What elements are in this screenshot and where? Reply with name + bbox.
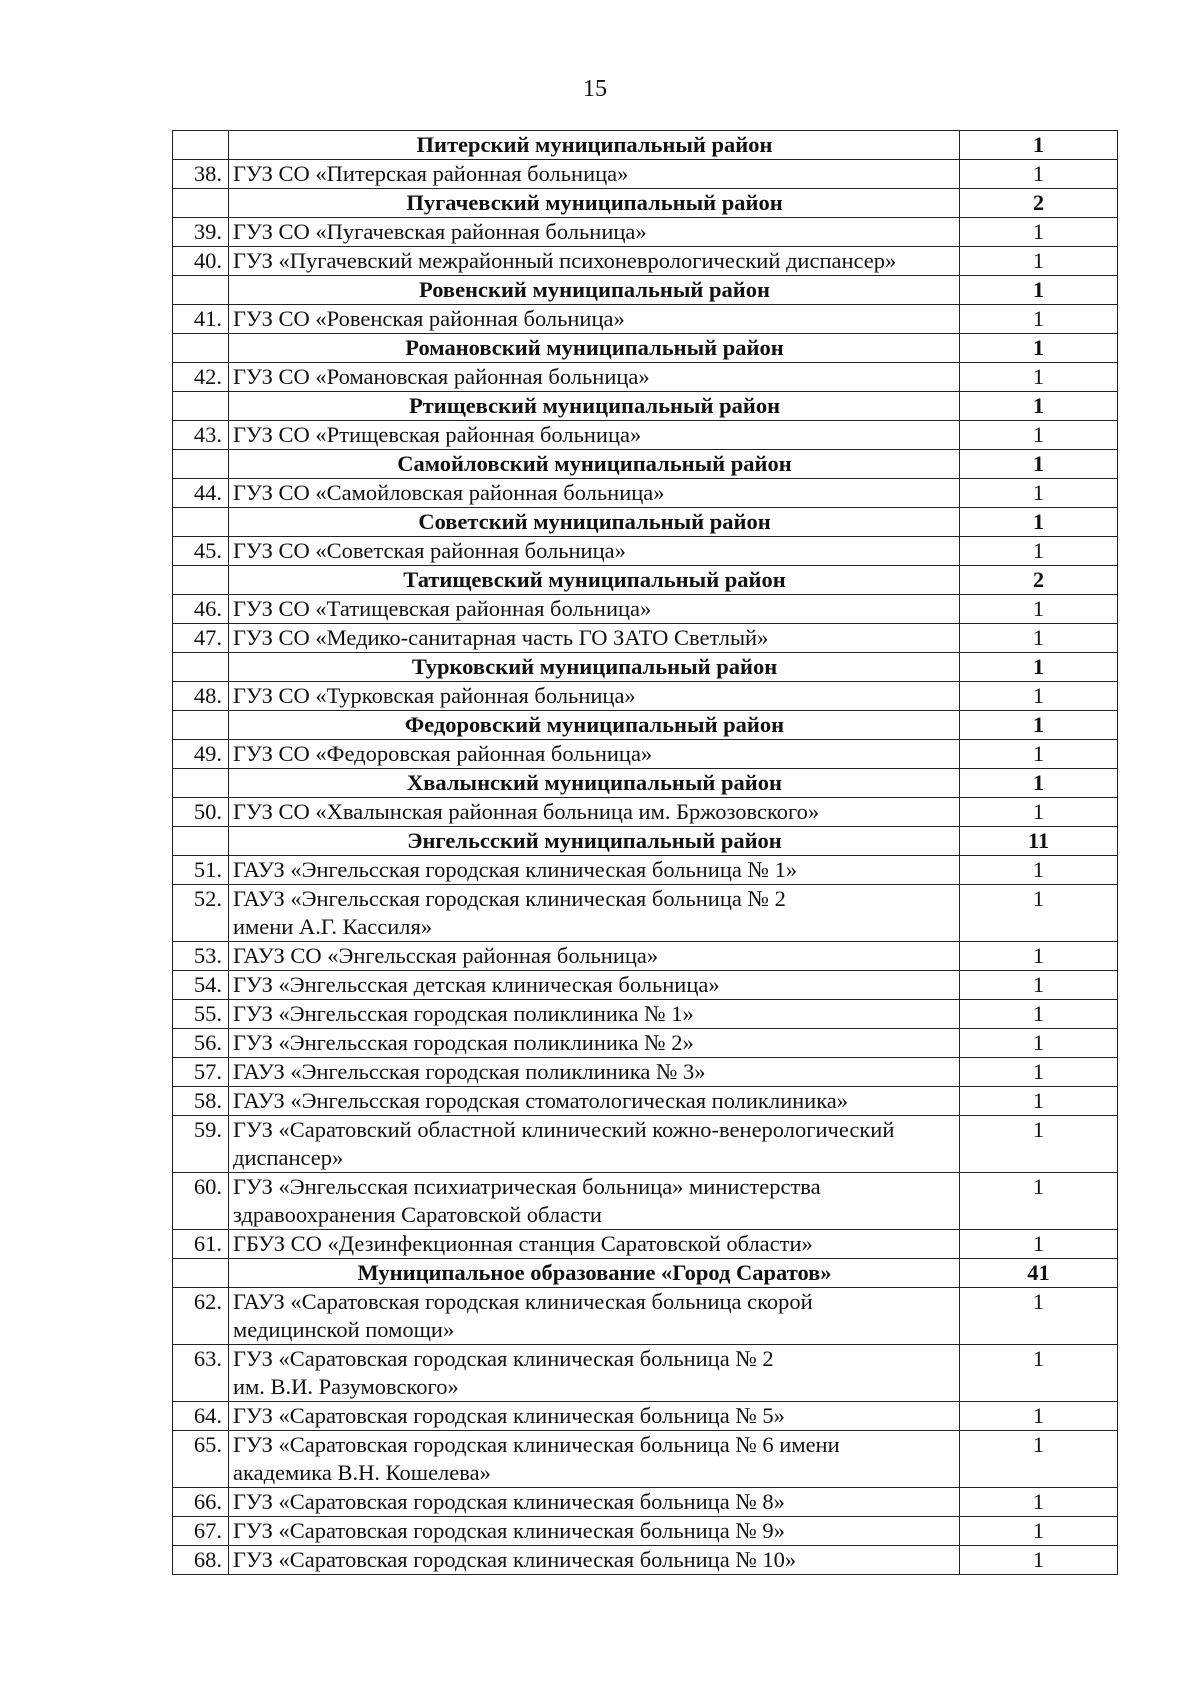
- table-row: [173, 1517, 1118, 1546]
- row-number: [173, 653, 229, 682]
- row-number: 38.: [173, 160, 229, 189]
- section-row: [173, 653, 1118, 682]
- section-title: Советский муниципальный район: [229, 508, 960, 537]
- row-number: [173, 508, 229, 537]
- section-row: [173, 769, 1118, 798]
- row-number: 45.: [173, 537, 229, 566]
- row-number: 66.: [173, 1488, 229, 1517]
- row-count: 1: [960, 1402, 1118, 1431]
- table-row: [173, 363, 1118, 392]
- table-row: [173, 1058, 1118, 1087]
- table-row: [173, 856, 1118, 885]
- row-number: [173, 769, 229, 798]
- row-number: 58.: [173, 1087, 229, 1116]
- table-row: [173, 1173, 1118, 1230]
- row-number: 46.: [173, 595, 229, 624]
- institution-name: ГУЗ СО «Татищевская районная больница»: [229, 595, 960, 624]
- row-count: 1: [960, 276, 1118, 305]
- section-row: [173, 189, 1118, 218]
- section-title: Самойловский муниципальный район: [229, 450, 960, 479]
- row-number: 60.: [173, 1173, 229, 1230]
- table-row: [173, 218, 1118, 247]
- table-body: [173, 131, 1118, 1575]
- table-row: [173, 740, 1118, 769]
- row-count: 1: [960, 595, 1118, 624]
- row-number: 65.: [173, 1431, 229, 1488]
- institution-name: ГУЗ СО «Пугачевская районная больница»: [229, 218, 960, 247]
- row-count: 1: [960, 450, 1118, 479]
- section-title: Татищевский муниципальный район: [229, 566, 960, 595]
- row-count: 1: [960, 1029, 1118, 1058]
- institution-name: ГУЗ «Энгельсская городская поликлиника № 1»: [229, 1000, 960, 1029]
- institution-name: ГУЗ «Энгельсская детская клиническая больница»: [229, 971, 960, 1000]
- row-number: 41.: [173, 305, 229, 334]
- row-count: 1: [960, 711, 1118, 740]
- row-number: 52.: [173, 885, 229, 942]
- section-title: Романовский муниципальный район: [229, 334, 960, 363]
- row-count: 1: [960, 885, 1118, 942]
- institution-name: ГАУЗ «Энгельсская городская клиническая больница № 1»: [229, 856, 960, 885]
- institution-name: ГУЗ «Саратовская городская клиническая больница № 8»: [229, 1488, 960, 1517]
- table-row: [173, 305, 1118, 334]
- section-row: [173, 334, 1118, 363]
- row-count: 1: [960, 1000, 1118, 1029]
- institution-name: ГУЗ СО «Хвалынская районная больница им. Бржозовского»: [229, 798, 960, 827]
- section-title: Ртищевский муниципальный район: [229, 392, 960, 421]
- row-number: [173, 711, 229, 740]
- row-count: 1: [960, 421, 1118, 450]
- row-number: 67.: [173, 1517, 229, 1546]
- row-count: 1: [960, 537, 1118, 566]
- row-count: 11: [960, 827, 1118, 856]
- institution-name: ГУЗ «Саратовский областной клинический кожно-венерологический диспансер»: [229, 1116, 960, 1173]
- row-count: 1: [960, 1546, 1118, 1575]
- institution-name: ГУЗ «Энгельсская психиатрическая больница» министерства здравоохранения Саратовской области: [229, 1173, 960, 1230]
- row-number: 64.: [173, 1402, 229, 1431]
- row-number: [173, 189, 229, 218]
- row-number: 49.: [173, 740, 229, 769]
- institution-name: ГУЗ СО «Романовская районная больница»: [229, 363, 960, 392]
- table-row: [173, 885, 1118, 942]
- row-number: 62.: [173, 1288, 229, 1345]
- section-row: [173, 131, 1118, 160]
- row-count: 1: [960, 942, 1118, 971]
- row-count: 2: [960, 566, 1118, 595]
- institution-name: ГУЗ «Пугачевский межрайонный психоневрологический диспансер»: [229, 247, 960, 276]
- page-number: 15: [583, 76, 607, 102]
- row-count: 1: [960, 624, 1118, 653]
- row-count: 1: [960, 334, 1118, 363]
- row-number: [173, 827, 229, 856]
- institution-name: ГАУЗ «Энгельсская городская поликлиника № 3»: [229, 1058, 960, 1087]
- row-number: 42.: [173, 363, 229, 392]
- institution-name: ГАУЗ СО «Энгельсская районная больница»: [229, 942, 960, 971]
- table-row: [173, 160, 1118, 189]
- row-number: 40.: [173, 247, 229, 276]
- row-number: 39.: [173, 218, 229, 247]
- institution-name: ГУЗ СО «Турковская районная больница»: [229, 682, 960, 711]
- row-count: 1: [960, 1173, 1118, 1230]
- row-count: 1: [960, 1517, 1118, 1546]
- row-number: [173, 392, 229, 421]
- row-count: 1: [960, 1230, 1118, 1259]
- row-number: [173, 1259, 229, 1288]
- row-number: 57.: [173, 1058, 229, 1087]
- table-row: [173, 1488, 1118, 1517]
- section-row: [173, 827, 1118, 856]
- table-row: [173, 421, 1118, 450]
- institution-name: ГУЗ СО «Советская районная больница»: [229, 537, 960, 566]
- table-row: [173, 1431, 1118, 1488]
- row-count: 1: [960, 798, 1118, 827]
- table-row: [173, 247, 1118, 276]
- table-row: [173, 595, 1118, 624]
- row-count: 1: [960, 160, 1118, 189]
- section-title: Хвалынский муниципальный район: [229, 769, 960, 798]
- table-row: [173, 942, 1118, 971]
- institution-name: ГУЗ СО «Самойловская районная больница»: [229, 479, 960, 508]
- institution-name: ГАУЗ «Энгельсская городская клиническая больница № 2 имени А.Г. Кассиля»: [229, 885, 960, 942]
- table-row: [173, 1546, 1118, 1575]
- section-title: Пугачевский муниципальный район: [229, 189, 960, 218]
- institution-name: ГУЗ «Энгельсская городская поликлиника № 2»: [229, 1029, 960, 1058]
- institution-name: ГУЗ «Саратовская городская клиническая больница № 9»: [229, 1517, 960, 1546]
- section-row: [173, 711, 1118, 740]
- row-count: 1: [960, 1431, 1118, 1488]
- section-title: Федоровский муниципальный район: [229, 711, 960, 740]
- table-row: [173, 1029, 1118, 1058]
- section-title: Муниципальное образование «Город Саратов»: [229, 1259, 960, 1288]
- row-count: 1: [960, 1087, 1118, 1116]
- row-count: 1: [960, 1058, 1118, 1087]
- row-count: 1: [960, 363, 1118, 392]
- section-row: [173, 392, 1118, 421]
- row-number: [173, 131, 229, 160]
- row-count: 1: [960, 305, 1118, 334]
- section-title: Ровенский муниципальный район: [229, 276, 960, 305]
- row-count: 1: [960, 247, 1118, 276]
- table-row: [173, 1288, 1118, 1345]
- section-title: Питерский муниципальный район: [229, 131, 960, 160]
- row-count: 1: [960, 1345, 1118, 1402]
- row-number: 55.: [173, 1000, 229, 1029]
- row-count: 1: [960, 971, 1118, 1000]
- table-row: [173, 1402, 1118, 1431]
- section-row: [173, 1259, 1118, 1288]
- section-row: [173, 276, 1118, 305]
- row-number: 48.: [173, 682, 229, 711]
- row-count: 1: [960, 218, 1118, 247]
- row-count: 2: [960, 189, 1118, 218]
- row-number: 59.: [173, 1116, 229, 1173]
- row-count: 1: [960, 740, 1118, 769]
- section-row: [173, 566, 1118, 595]
- institution-name: ГАУЗ «Энгельсская городская стоматологическая поликлиника»: [229, 1087, 960, 1116]
- institution-name: ГАУЗ «Саратовская городская клиническая больница скорой медицинской помощи»: [229, 1288, 960, 1345]
- row-number: [173, 450, 229, 479]
- row-number: 47.: [173, 624, 229, 653]
- row-count: 1: [960, 653, 1118, 682]
- row-count: 1: [960, 769, 1118, 798]
- row-number: 56.: [173, 1029, 229, 1058]
- table-row: [173, 624, 1118, 653]
- table-row: [173, 682, 1118, 711]
- institution-name: ГУЗ «Саратовская городская клиническая больница № 6 имени академика В.Н. Кошелева»: [229, 1431, 960, 1488]
- row-count: 1: [960, 1488, 1118, 1517]
- table-row: [173, 537, 1118, 566]
- row-count: 41: [960, 1259, 1118, 1288]
- institution-name: ГУЗ «Саратовская городская клиническая больница № 10»: [229, 1546, 960, 1575]
- row-number: 50.: [173, 798, 229, 827]
- row-number: [173, 334, 229, 363]
- section-title: Энгельсский муниципальный район: [229, 827, 960, 856]
- table-row: [173, 1000, 1118, 1029]
- section-row: [173, 508, 1118, 537]
- row-number: 44.: [173, 479, 229, 508]
- institution-name: ГУЗ СО «Ртищевская районная больница»: [229, 421, 960, 450]
- hospital-list-table: [172, 130, 1118, 1575]
- row-number: 61.: [173, 1230, 229, 1259]
- row-number: 63.: [173, 1345, 229, 1402]
- table-row: [173, 1230, 1118, 1259]
- institution-name: ГУЗ СО «Ровенская районная больница»: [229, 305, 960, 334]
- row-count: 1: [960, 392, 1118, 421]
- row-number: 68.: [173, 1546, 229, 1575]
- table-row: [173, 1087, 1118, 1116]
- institution-name: ГУЗ СО «Федоровская районная больница»: [229, 740, 960, 769]
- table-row: [173, 1116, 1118, 1173]
- table-row: [173, 971, 1118, 1000]
- row-count: 1: [960, 856, 1118, 885]
- institution-name: ГУЗ СО «Медико-санитарная часть ГО ЗАТО Светлый»: [229, 624, 960, 653]
- row-number: 51.: [173, 856, 229, 885]
- row-count: 1: [960, 682, 1118, 711]
- institution-name: ГУЗ «Саратовская городская клиническая больница № 2 им. В.И. Разумовского»: [229, 1345, 960, 1402]
- row-number: [173, 276, 229, 305]
- table-row: [173, 479, 1118, 508]
- section-row: [173, 450, 1118, 479]
- table-row: [173, 1345, 1118, 1402]
- table-row: [173, 798, 1118, 827]
- row-count: 1: [960, 479, 1118, 508]
- institution-name: ГУЗ «Саратовская городская клиническая больница № 5»: [229, 1402, 960, 1431]
- row-count: 1: [960, 508, 1118, 537]
- row-number: 53.: [173, 942, 229, 971]
- row-number: 43.: [173, 421, 229, 450]
- row-number: [173, 566, 229, 595]
- section-title: Турковский муниципальный район: [229, 653, 960, 682]
- row-number: 54.: [173, 971, 229, 1000]
- row-count: 1: [960, 131, 1118, 160]
- row-count: 1: [960, 1116, 1118, 1173]
- row-count: 1: [960, 1288, 1118, 1345]
- institution-name: ГУЗ СО «Питерская районная больница»: [229, 160, 960, 189]
- institution-name: ГБУЗ СО «Дезинфекционная станция Саратовской области»: [229, 1230, 960, 1259]
